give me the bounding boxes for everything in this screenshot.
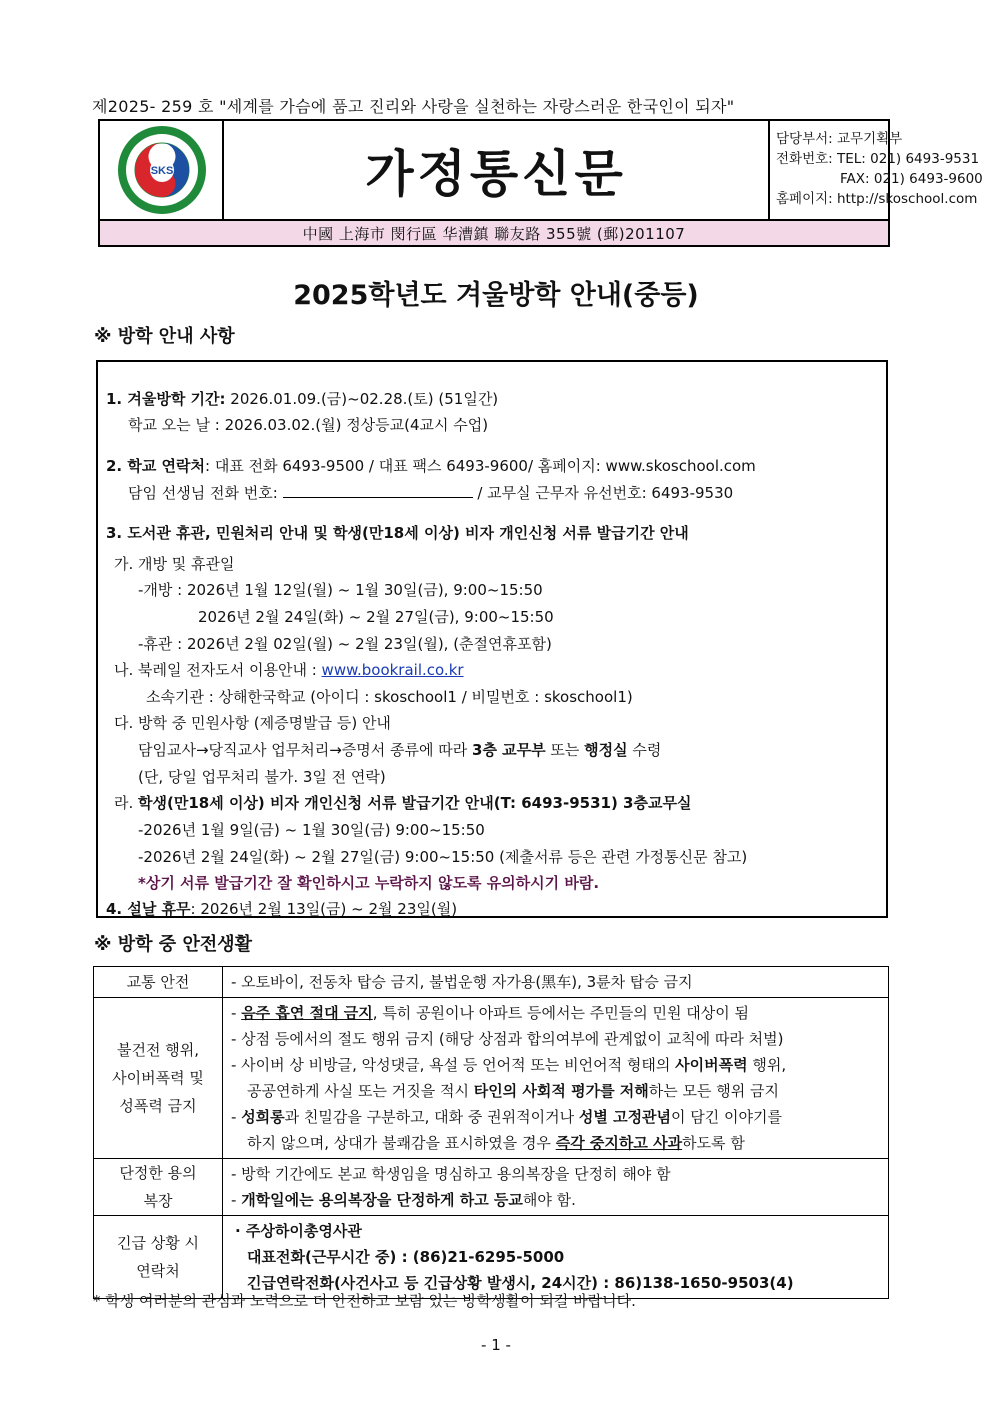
- info-homepage: 홈페이지: http://skoschool.com: [776, 191, 978, 207]
- category-traffic: 교통 안전: [94, 967, 223, 998]
- dress-opening-day: 개학일에는 용의복장을 단정하게 하고 등교: [241, 1191, 523, 1209]
- category-misconduct-line1: 불건전 행위,: [117, 1041, 199, 1059]
- misconduct-line1: [231, 1000, 880, 1026]
- item-4-label: 4. 설날 휴무: [106, 900, 191, 918]
- ga-closed: -휴관 : 2026년 2월 02일(월) ~ 2월 23일(월), (춘절연휴포함): [138, 635, 552, 653]
- consulate-main-phone: 대표전화(근무시간 중) : (86)21-6295-5000: [247, 1248, 565, 1266]
- document-title: 2025학년도 겨울방학 안내(중등): [293, 280, 699, 311]
- info-tel: 전화번호: TEL: 021) 6493-9531: [776, 151, 980, 167]
- section-title-vacation-info: ※ 방학 안내 사항: [94, 326, 235, 347]
- misconduct-line6-text: 하지 않으며, 상대가 불쾌감을 표시하였을 경우: [247, 1134, 556, 1152]
- consulate-emergency-phone: 긴급연락전화(사건사고 등 긴급상황 발생시, 24시간) : 86)138-1650-9503(4): [247, 1274, 794, 1292]
- svg-text:SKS: SKS: [150, 165, 174, 177]
- misconduct-line6-rest: 하도록 함: [682, 1134, 745, 1152]
- misconduct-line6: [231, 1130, 880, 1156]
- contact-info: [770, 121, 983, 219]
- stop-and-apologize: 즉각 중지하고 사과: [555, 1134, 683, 1152]
- ra-period-1: -2026년 1월 9일(금) ~ 1월 30일(금) 9:00~15:50: [138, 821, 485, 839]
- safety-table: [93, 966, 889, 1299]
- misconduct-line5: [231, 1104, 880, 1130]
- ra-title: [114, 792, 691, 813]
- item-2-label: 2. 학교 연락처: [106, 457, 206, 475]
- item-1-text: 2026.01.09.(금)~02.28.(토) (51일간): [225, 390, 499, 408]
- content-traffic: - 오토바이, 전동차 탑승 금지, 불법운행 자가용(黑车), 3륜차 탑승 금지: [223, 967, 889, 998]
- misconduct-line5-text: 과 친밀감을 구분하고, 대화 중 권위적이거나: [284, 1108, 579, 1126]
- category-dress-line2: 복장: [143, 1192, 173, 1210]
- ga-title: 가. 개방 및 휴관일: [114, 555, 235, 573]
- defamation: 타인의 사회적 평가를 저해: [473, 1082, 649, 1100]
- dash: -: [231, 1108, 242, 1126]
- da-office-1: 3층 교무부: [472, 741, 546, 759]
- ga-open-2: 2026년 2월 24일(화) ~ 2월 27일(금), 9:00~15:50: [198, 608, 554, 626]
- page-number: - 1 -: [481, 1336, 511, 1354]
- consulate-name: · 주상하이총영사관: [235, 1222, 362, 1240]
- da-or: 또는: [545, 741, 585, 759]
- item-4: [106, 898, 457, 919]
- category-dress: [94, 1159, 223, 1216]
- table-row: [94, 1216, 889, 1299]
- item-2-text: : 대표 전화 6493-9500 / 대표 팩스 6493-9600/ 홈페이지: www.skoschool.com: [205, 457, 756, 475]
- logo-cell: [100, 121, 224, 219]
- misconduct-line3-rest: 행위,: [747, 1056, 787, 1074]
- misconduct-line5-rest: 이 담긴 이야기를: [671, 1108, 783, 1126]
- dash: -: [231, 1191, 242, 1209]
- misconduct-line3: [231, 1052, 880, 1078]
- cyber-violence: 사이버폭력: [675, 1056, 748, 1074]
- table-row: [94, 998, 889, 1159]
- misconduct-line3-text: - 사이버 상 비방글, 악성댓글, 욕설 등 언어적 또는 비언어적 형태의: [231, 1056, 676, 1074]
- content-dress: [223, 1159, 889, 1216]
- category-emergency-line1: 긴급 상황 시: [117, 1234, 199, 1252]
- ra-title-text: 학생(만18세 이상) 비자 개인신청 서류 발급기간 안내(T: 6493-9531) 3층교무실: [138, 794, 692, 812]
- dress-line2: [231, 1187, 880, 1213]
- school-address: 中國 上海市 閔行區 华漕鎮 聯友路 355號 (郵)201107: [100, 219, 888, 245]
- slogan: 제2025- 259 호 "세계를 가슴에 품고 진리와 사랑을 실천하는 자랑스러운 한국인이 되자": [92, 97, 735, 116]
- da-process-text: 담임교사→당직교사 업무처리→증명서 종류에 따라: [138, 741, 473, 759]
- misconduct-line2: - 상점 등에서의 절도 행위 금지 (해당 상점과 합의여부에 관계없이 교칙에 따라 처벌): [231, 1030, 784, 1048]
- homeroom-phone-blank: [283, 483, 473, 498]
- newsletter-title: 가정통신문: [224, 121, 770, 219]
- na-title-text: 나. 북레일 전자도서 이용안내 :: [114, 661, 322, 679]
- dress-line2-rest: 해야 함.: [522, 1191, 576, 1209]
- item-2: [106, 455, 756, 476]
- item-1-sub: 학교 오는 날 : 2026.03.02.(월) 정상등교(4교시 수업): [128, 416, 489, 434]
- section-title-safety: ※ 방학 중 안전생활: [94, 934, 253, 955]
- item-1-label: 1. 겨울방학 기간:: [106, 390, 226, 408]
- item-4-text: : 2026년 2월 13일(금) ~ 2월 23일(월): [190, 900, 458, 918]
- da-title: 다. 방학 중 민원사항 (제증명발급 등) 안내: [114, 714, 391, 732]
- category-emergency-line2: 연락처: [136, 1262, 180, 1280]
- info-department: 담당부서: 교무기획부: [776, 131, 903, 147]
- content-misconduct: [223, 998, 889, 1159]
- homeroom-phone-label: 담임 선생님 전화 번호:: [128, 484, 278, 502]
- ra-warning: *상기 서류 발급기간 잘 확인하시고 누락하지 않도록 유의하시기 바람.: [138, 874, 600, 892]
- item-3-label: 3. 도서관 휴관, 민원처리 안내 및 학생(만18세 이상) 비자 개인신청 서류 발급기간 안내: [106, 524, 689, 542]
- content-emergency: [223, 1216, 889, 1299]
- no-drinking-smoking: 음주 흡연 절대 금지: [241, 1004, 373, 1022]
- da-note: (단, 당일 업무처리 불가. 3일 전 연락): [138, 768, 386, 786]
- category-misconduct: [94, 998, 223, 1159]
- office-phone: / 교무실 근무자 유선번호: 6493-9530: [477, 484, 734, 502]
- vacation-info-box: [96, 360, 888, 918]
- gender-stereotype: 성별 고정관념: [578, 1108, 672, 1126]
- letterhead: [98, 119, 983, 247]
- category-emergency: [94, 1216, 223, 1299]
- table-row: [94, 967, 889, 998]
- da-receive: 수령: [627, 741, 662, 759]
- ga-open-1: -개방 : 2026년 1월 12일(월) ~ 1월 30일(금), 9:00~15:50: [138, 581, 543, 599]
- info-fax: FAX: 021) 6493-9600: [840, 171, 983, 187]
- bookrail-link[interactable]: www.bookrail.co.kr: [321, 661, 464, 679]
- da-process: [138, 739, 661, 760]
- misconduct-line4-rest: 하는 모든 행위 금지: [648, 1082, 779, 1100]
- misconduct-line4: [231, 1078, 880, 1104]
- category-misconduct-line3: 성폭력 금지: [119, 1097, 197, 1115]
- na-title: [114, 659, 464, 680]
- footnote: * 학생 여러분의 관심과 노력으로 더 안전하고 보람 있는 방학생활이 되길 바랍니다.: [93, 1292, 636, 1310]
- dash: -: [231, 1004, 242, 1022]
- category-misconduct-line2: 사이버폭력 및: [112, 1069, 204, 1087]
- da-office-2: 행정실: [584, 741, 628, 759]
- item-2-sub: [128, 482, 733, 503]
- ra-period-2: -2026년 2월 24일(화) ~ 2월 27일(금) 9:00~15:50 (제출서류 등은 관련 가정통신문 참고): [138, 848, 748, 866]
- school-logo-icon: [100, 121, 224, 219]
- misconduct-line1-rest: , 특히 공원이나 아파트 등에서는 주민들의 민원 대상이 됨: [372, 1004, 749, 1022]
- table-row: [94, 1159, 889, 1216]
- sexual-harassment: 성희롱: [241, 1108, 285, 1126]
- dress-line1: - 방학 기간에도 본교 학생임을 명심하고 용의복장을 단정히 해야 함: [231, 1165, 671, 1183]
- misconduct-line4-text: 공공연하게 사실 또는 거짓을 적시: [247, 1082, 474, 1100]
- ra-title-prefix: 라.: [114, 794, 139, 812]
- category-dress-line1: 단정한 용의: [119, 1164, 197, 1182]
- na-account: 소속기관 : 상해한국학교 (아이디 : skoschool1 / 비밀번호 : skoschool1): [146, 688, 633, 706]
- item-1: [106, 388, 498, 409]
